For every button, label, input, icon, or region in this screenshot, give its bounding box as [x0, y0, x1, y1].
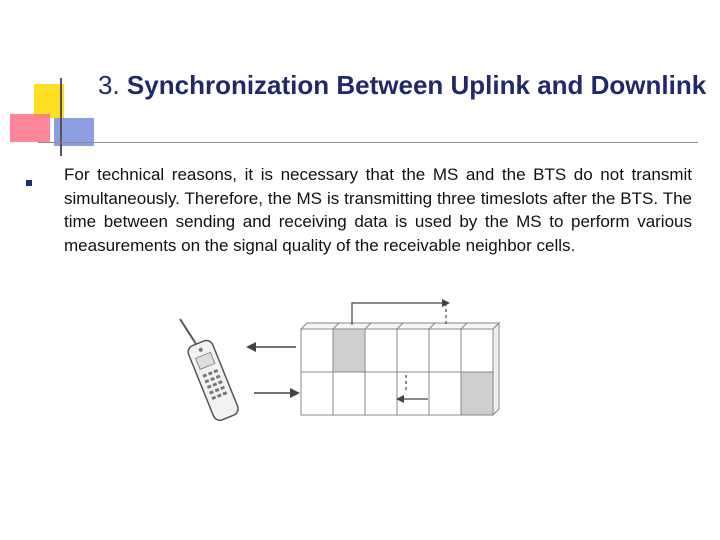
title-bold: Synchronization Between Uplink and Downlink: [126, 70, 707, 100]
uplink-timeslot: [301, 372, 333, 415]
uplink-downlink-diagram: [170, 295, 510, 425]
bullet-marker: [26, 180, 32, 186]
bullet-text: For technical reasons, it is necessary that the MS and the BTS do not transmit simultaneously. Therefore, the MS is transmitting three timeslots after the BTS. The time between sending and receiving data is used by the MS to perform various measurements on the signal quality of the receivable neighbor cells.: [64, 165, 692, 255]
title-divider: [38, 142, 698, 143]
downlink-timeslot: [301, 329, 333, 372]
uplink-timeslot: [397, 372, 429, 415]
decor-vertical-line: [60, 78, 62, 156]
downlink-timeslot: [429, 329, 461, 372]
right-arrow-icon: [254, 388, 300, 398]
timeslot-grid: [301, 323, 499, 415]
downlink-timeslot: [365, 329, 397, 372]
title-prefix: 3.: [98, 70, 127, 100]
uplink-timeslot: [461, 372, 493, 415]
mobile-phone-icon: [180, 319, 240, 422]
grid-right-face: [493, 323, 499, 415]
left-arrow-icon: [246, 342, 296, 352]
uplink-timeslot: [365, 372, 397, 415]
slide-title: [98, 70, 706, 101]
uplink-timeslot: [429, 372, 461, 415]
downlink-timeslot: [461, 329, 493, 372]
uplink-timeslot: [333, 372, 365, 415]
downlink-timeslot: [333, 329, 365, 372]
downlink-timeslot: [397, 329, 429, 372]
decor-pink-square: [10, 114, 50, 142]
